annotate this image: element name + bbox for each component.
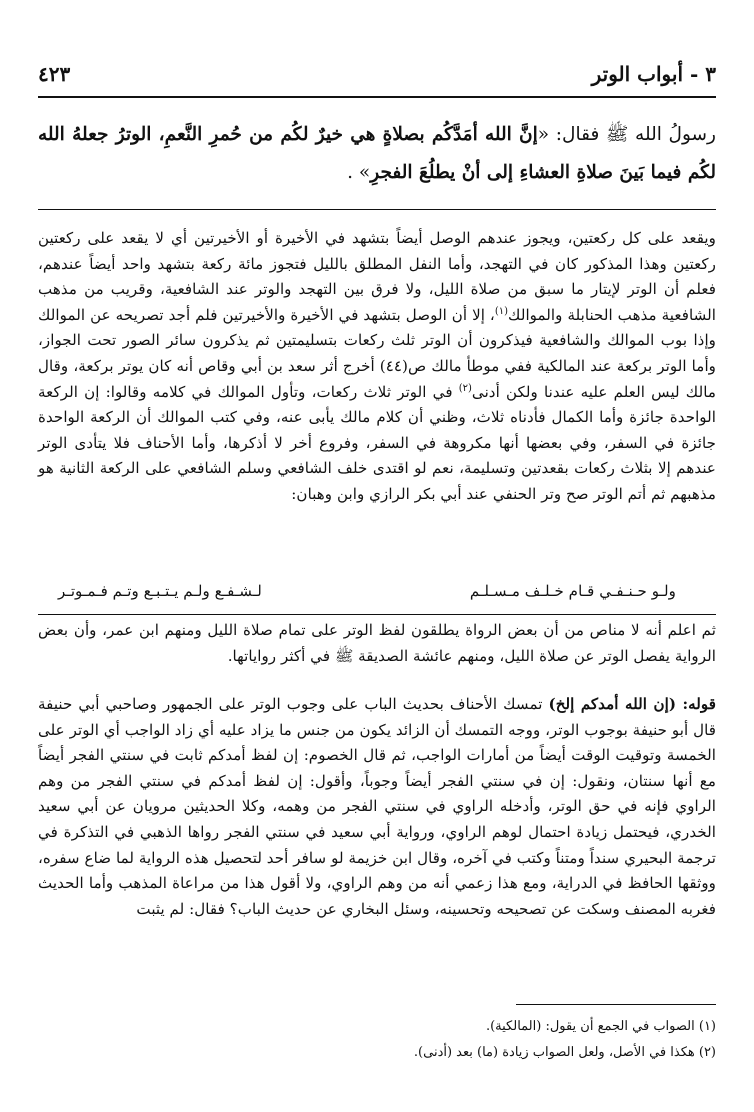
paragraph-text: ، إلا أن الوصل بتشهد في الأخيرة والأخيرتين فلم أجد تصريحه عن الموالك وإذا بوب الموالك والشافعية فيذكرون أن الوتر ثلث ركعات بتسليمتين ثم يذكرون سائر الصور تحت الجواز، وأما الوتر بركعة عند المالكية ففي موطأ مالك ص(٤٤) أخرج أثر سعد بن أبي وقاص أنه كان يوتر بركعة، وقال مالك ليس العلم عليه عندنا ولكن أدنى (38, 305, 716, 401)
hadith-lead: رسولُ الله ﷺ فقال: « (537, 124, 716, 145)
chapter-title: ٣ - أبواب الوتر (591, 62, 716, 86)
hadith-quote: إنَّ الله أمَدَّكُم بصلاةٍ هي خيرٌ لكُم من حُمرِ النَّعمِ، الوترُ جعلهُ الله لكُم فيما بَينَ صلاةِ العشاءِ إلى أنْ يطلُعَ الفجرِ (38, 124, 716, 183)
paragraph-text: ويقعد على كل ركعتين، ويجوز عندهم الوصل أيضاً بتشهد في الأخيرة أو الأخيرتين أي لا يقعد على ركعتين ركعتين وهذا المذكور كان في التهجد، وأما النفل المطلق بالليل فتجوز مائة ركعة بتشهد واحد أيضاً عندهم، فعلم أن الوتر لإيتار ما سبق من صلاة الليل، ولا فرق بين التهجد والوتر عند الشافعية، وقريب من مذهب الشافعية مذهب الحنابلة والموالك (38, 229, 716, 324)
paragraph-text: تمسك الأحناف بحديث الباب على وجوب الوتر على الجمهور وصاحبي أبي حنيفة قال أبو حنيفة بوجوب الوتر، ووجه التمسك أن الزائد يكون من جنس ما يزاد عليه أي زاد الواجب أي الوتر على الخمسة وتوقيت الوقت أيضاً من أمارات الواجب، ثم قال الخصوم: إن لفظ أمدكم ثابت في سنتي الفجر أيضاً مع أنها سنتان، ونقول: إن في سنتي الفجر أيضاً وجوباً، وأقول: إن لفظ أمدكم في سنتي الفجر من وهم الراوي فإنه في حق الوتر، وأدخله الراوي في سنتي الفجر من وهمه، وكلا الحديثين مرويان عن أبي سعيد الخدري، فيحتمل زيادة احتمال لوهم الراوي، ورواية أبي سعيد في سنتي الفجر رواها الذهبي في التذكرة في ترجمة البحيري سنداً ومتناً وكتب في آخره، وقال ابن خزيمة لو سافر أحد لتحصيل هذه الرواية لما ضاع سفره، ووثقها الحافظ في الدراية، ومع هذا زعمي أنه من وهم الراوي، ولا أقول هذا من مراعاة المذهب وأما الحديث فغربه المصنف وسكت عن تصحيحه وتحسينه، وسئل البخاري عن حديث الباب؟ فقال: لم يثبت (38, 695, 716, 918)
paragraph-text: ثم اعلم أنه لا مناص من أن بعض الرواة يطلقون لفظ الوتر على تمام صلاة الليل ومنهم ابن عمر، وأن بعض الرواية يفصل الوتر عن صلاة الليل، ومنهم عائشة الصديقة (38, 621, 716, 665)
footnote-2: (٢) هكذا في الأصل، ولعل الصواب زيادة (ما) بعد (أدنى). (413, 1045, 716, 1060)
footnote-divider (516, 1004, 716, 1005)
verse-second-hemistich: لـشـفـع ولـم يـتـبـع وتـم فـمـوتـر (58, 582, 262, 600)
commentary-paragraph-1 (38, 226, 716, 508)
footnote-marker-2: (٢) (458, 382, 472, 394)
book-page (38, 0, 716, 1112)
verse-first-hemistich: ولـو حـنـفـي قـام خـلـف مـسـلـم (469, 582, 676, 600)
paragraph-text: في الوتر ثلاث ركعات، وتأول الموالك في كلامه وقالوا: إن الركعة الواحدة جائزة وأما الكمال فأدناه ثلاث، وظني أن كلام مالك يأبى عنه، وفي كتب الموالك أن الركعة الواحدة جائزة في السفر، وفي بعضها أنها مكروهة في السفر، وفروع أخر لا أذكرها، وأما الأحناف فلا يتأدى الوتر عندهم إلا بثلاث ركعات بقعدتين وتسليمة، نعم لو اقتدى خلف الشافعي وسلم الشافعي على الركعة الثانية هو مذهبهم ثم أتم الوتر صح وتر الحنفي عند أبي بكر الرازي وابن وهبان: (38, 382, 716, 503)
footnotes (38, 1014, 716, 1066)
hadith-text (38, 116, 716, 192)
hadith-divider (38, 209, 716, 210)
quoted-phrase: (إن الله أمدكم إلخ) (548, 695, 677, 713)
header-divider (38, 96, 716, 98)
poetry-verse (38, 582, 716, 610)
page-number: ٤٢٣ (38, 62, 71, 86)
commentary-paragraph-3 (38, 692, 716, 922)
paragraph-label: قوله: (676, 695, 716, 713)
commentary-paragraph-2 (38, 618, 716, 669)
hadith-close: » . (347, 162, 371, 183)
running-header (38, 62, 716, 98)
verse-divider (38, 614, 716, 615)
paragraph-text: في أكثر رواياتها. (227, 646, 335, 665)
footnote-1: (١) الصواب في الجمع أن يقول: (المالكية). (485, 1019, 716, 1034)
footnote-marker-1: (١) (494, 305, 509, 317)
honorific-glyph: ﷺ (334, 646, 354, 665)
